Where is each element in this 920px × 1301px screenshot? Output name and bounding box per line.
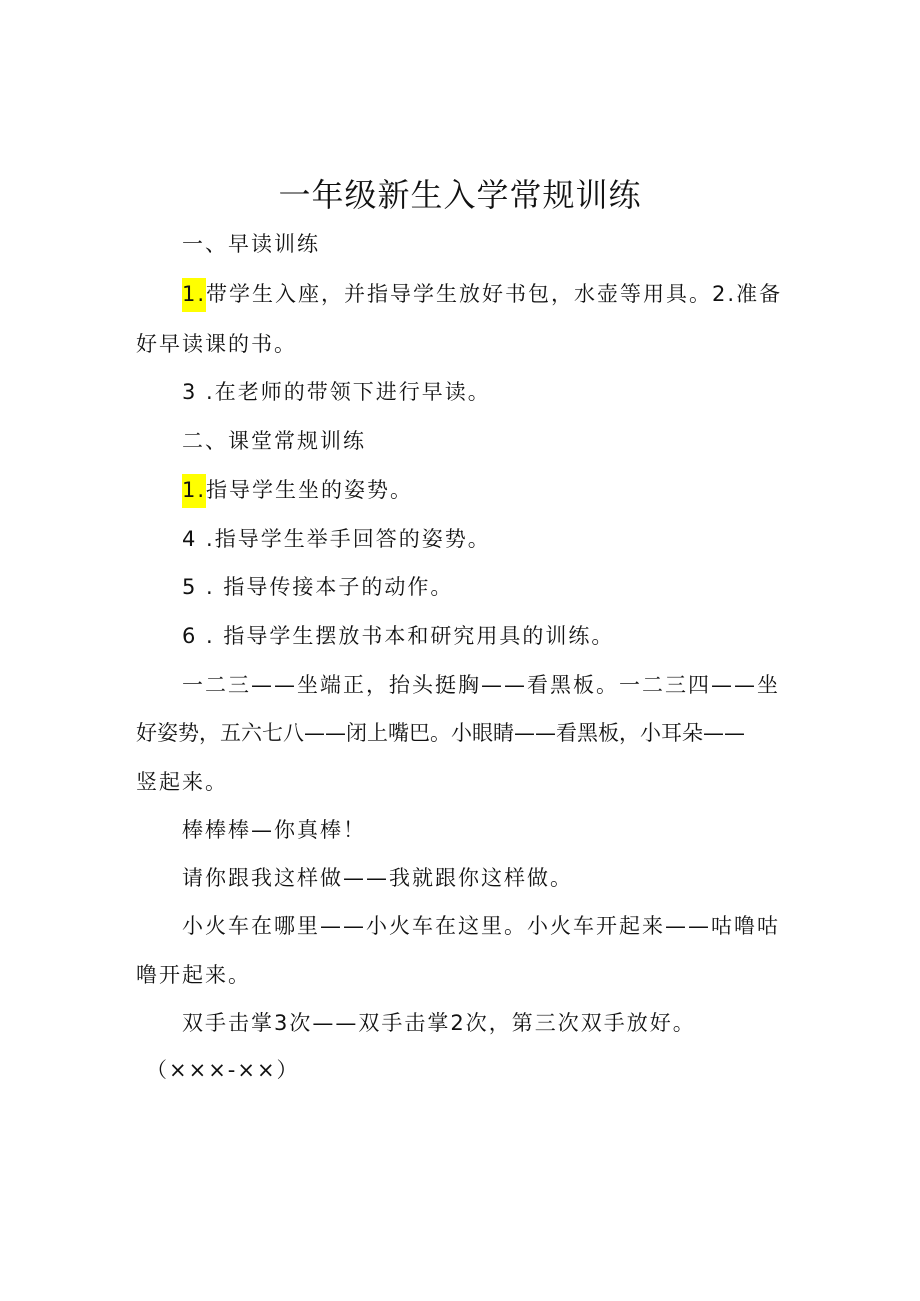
section1-item3: 3 .在老师的带领下进行早读。 <box>182 380 491 404</box>
section2-heading: 二、课堂常规训练 <box>182 429 366 453</box>
section1-item1-continued: 好早读课的书。 <box>136 332 297 356</box>
chant3: 请你跟我这样做——我就跟你这样做。 <box>182 866 573 890</box>
section1-heading: 一、早读训练 <box>182 232 320 256</box>
section2-item5: 5 . 指导传接本子的动作。 <box>182 575 454 599</box>
document-title: 一年级新生入学常规训练 <box>278 176 642 214</box>
chant5: 双手击掌3次——双手击掌2次，第三次双手放好。 <box>182 1011 696 1035</box>
section2-item1 <box>182 474 413 504</box>
section2-item4: 4 .指导学生举手回答的姿势。 <box>182 527 491 551</box>
chant4-line1: 小火车在哪里——小火车在这里。小火车开起来——咕噜咕 <box>182 914 780 938</box>
section1-item1 <box>182 278 782 308</box>
section1-item1-text: 带学生入座，并指导学生放好书包，水壶等用具。2.准备 <box>206 282 783 306</box>
chant2: 棒棒棒—你真棒！ <box>182 818 366 842</box>
chant1-line2: 好姿势，五六七八——闭上嘴巴。小眼睛——看黑板，小耳朵—— <box>136 721 745 745</box>
chant1-line3: 竖起来。 <box>136 770 228 794</box>
section2-item6: 6 . 指导学生摆放书本和研究用具的训练。 <box>182 624 615 648</box>
section2-item1-text: 指导学生坐的姿势。 <box>206 478 414 502</box>
highlighted-number: 1. <box>182 278 206 312</box>
chant4-line2: 噜开起来。 <box>136 963 251 987</box>
author-signature: （×××-××） <box>146 1058 300 1082</box>
chant1-line1: 一二三——坐端正，抬头挺胸——看黑板。一二三四——坐 <box>182 673 780 697</box>
highlighted-number: 1. <box>182 474 206 508</box>
